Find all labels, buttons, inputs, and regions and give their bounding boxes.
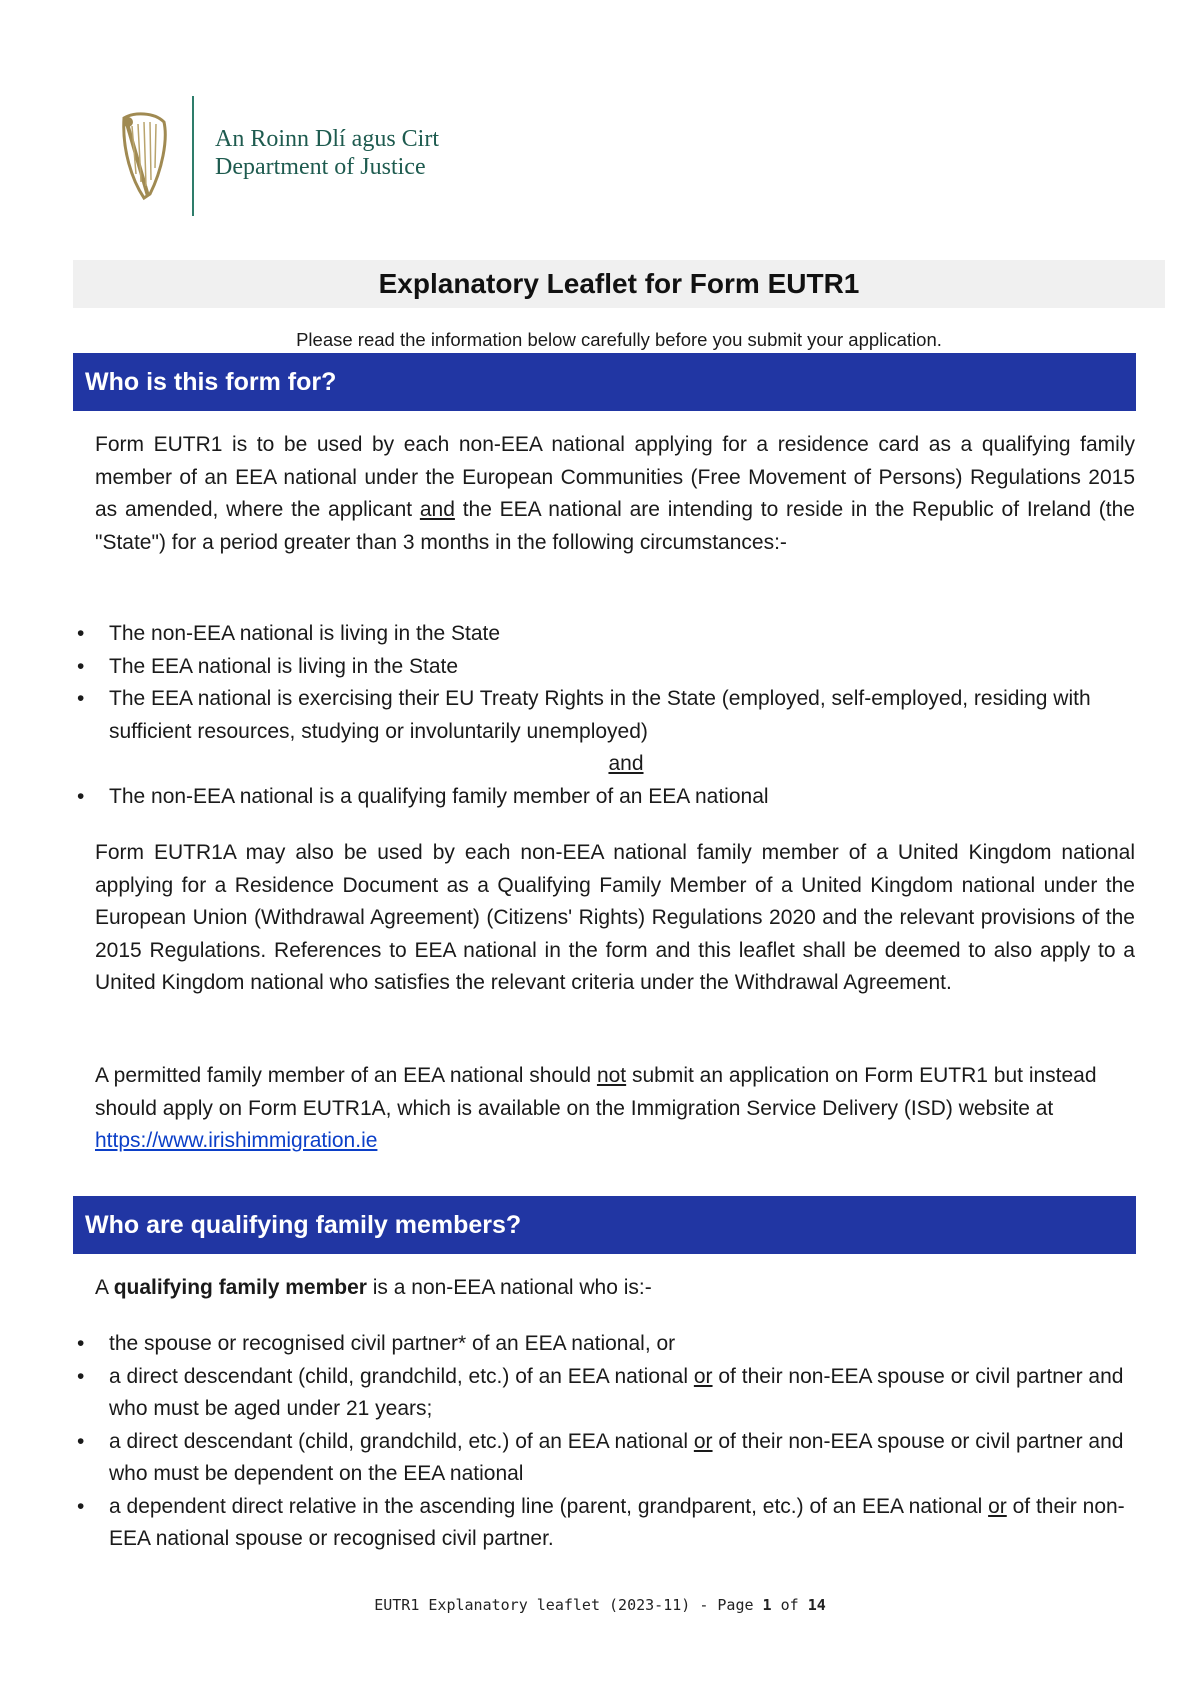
text-span: is a non-EEA national who is:-: [366, 1276, 652, 1299]
harp-icon: [114, 110, 172, 202]
bullet-icon: •: [77, 1332, 85, 1355]
list-item: [73, 1426, 1143, 1491]
bullet-icon: •: [77, 784, 85, 808]
list-item-text: The non-EEA national is living in the State: [109, 622, 501, 645]
qualifying-members-list: [73, 1328, 1143, 1556]
footer-text: EUTR1 Explanatory leaflet (2023-11) - Page: [374, 1596, 763, 1614]
underlined-or: or: [693, 1429, 713, 1453]
isd-website-link[interactable]: https://www.irishimmigration.ie: [95, 1129, 378, 1152]
text-span: the EEA national are intending to reside in the Republic of Ireland (the "State") for a period greater than 3 months in the following circumstances:-: [95, 498, 1135, 554]
underlined-not: not: [596, 1064, 627, 1087]
list-item: [73, 618, 1143, 651]
list-item-text: a direct descendant (child, grandchild, etc.) of an EEA national: [109, 1429, 694, 1453]
bullet-icon: •: [77, 687, 85, 710]
bullet-icon: •: [77, 1364, 85, 1388]
underlined-or: or: [988, 1494, 1007, 1518]
list-item-text: The EEA national is exercising their EU Treaty Rights in the State (employed, self-employed, residing with sufficient resources, studying or involuntarily unemployed): [109, 687, 1091, 743]
text-span: A: [95, 1276, 114, 1299]
bold-term: qualifying family member: [113, 1276, 367, 1299]
section-heading-who-is-form-for: Who is this form for?: [73, 353, 1136, 411]
section-heading-qualifying-family-members: Who are qualifying family members?: [73, 1196, 1136, 1254]
list-item: [73, 651, 1143, 684]
list-item-text: a dependent direct relative in the ascending line (parent, grandparent, etc.) of an EEA national: [109, 1494, 989, 1518]
section1-paragraph-2: Form EUTR1A may also be used by each non-EEA national family member of a United Kingdom national applying for a Residence Document as a Qualifying Family Member of a United Kingdom national under the European Union (Withdrawal Agreement) (Citizens' Rights) Regulations 2020 and the relevant provisions of the 2015 Regulations. References to EEA national in the form and this leaflet shall be deemed to also apply to a United Kingdom national who satisfies the relevant criteria under the Withdrawal Agreement.: [95, 841, 1135, 994]
list-item-text: a direct descendant (child, grandchild, etc.) of an EEA national: [109, 1364, 694, 1388]
list-item-text: of their non-EEA spouse or civil partner and who must be dependent on the EEA national: [109, 1429, 1124, 1485]
section2-lead: [95, 1272, 1135, 1305]
list-item: [73, 1491, 1143, 1556]
underlined-or: or: [693, 1364, 713, 1388]
bullet-icon: •: [77, 622, 85, 645]
bullet-icon: •: [77, 1494, 85, 1518]
logo-english-name: Department of Justice: [215, 154, 426, 180]
list-item-text: of their non-EEA spouse or civil partner and who must be aged under 21 years;: [109, 1364, 1124, 1420]
text-span: submit an application on Form EUTR1 but instead should apply on Form EUTR1A, which is available on the Immigration Service Delivery (ISD) website at: [95, 1064, 1097, 1120]
list-item-text: the spouse or recognised civil partner* of an EEA national, or: [109, 1332, 676, 1355]
section1-paragraph-1: [95, 429, 1135, 559]
list-item-text: The non-EEA national is a qualifying family member of an EEA national: [109, 784, 769, 808]
list-item: [73, 1361, 1143, 1426]
and-text: and: [608, 752, 644, 775]
page-number: 1: [762, 1596, 772, 1614]
page-title: Explanatory Leaflet for Form EUTR1: [378, 268, 860, 299]
page-total: 14: [807, 1596, 826, 1614]
text-span: Form EUTR1 is to be used by each non-EEA national applying for a residence card as a qualifying family member of an EEA national under the European Communities (Free Movement of Persons) Regulations 2015 as amended, where the applicant: [95, 433, 1135, 521]
list-item: [73, 781, 1143, 814]
circumstances-list: [73, 618, 1143, 813]
list-item-text: of their non-EEA national spouse or recognised civil partner.: [109, 1494, 1125, 1550]
list-item: [73, 1328, 1143, 1361]
and-connector: [73, 748, 1143, 781]
bullet-icon: •: [77, 1429, 85, 1453]
section1-paragraph-3: [95, 1060, 1135, 1158]
logo-irish-name: An Roinn Dlí agus Cirt: [215, 126, 440, 152]
list-item: [73, 683, 1143, 748]
logo-divider: [192, 96, 194, 216]
text-span: A permitted family member of an EEA national should: [95, 1064, 597, 1087]
underlined-and: and: [419, 498, 455, 521]
intro-text: Please read the information below carefully before you submit your application.: [296, 329, 942, 350]
footer-text: of: [771, 1596, 808, 1614]
bullet-icon: •: [77, 654, 85, 678]
list-item-text: The EEA national is living in the State: [109, 654, 459, 678]
title-bar: [73, 260, 1165, 308]
page-footer: [0, 1596, 1200, 1614]
